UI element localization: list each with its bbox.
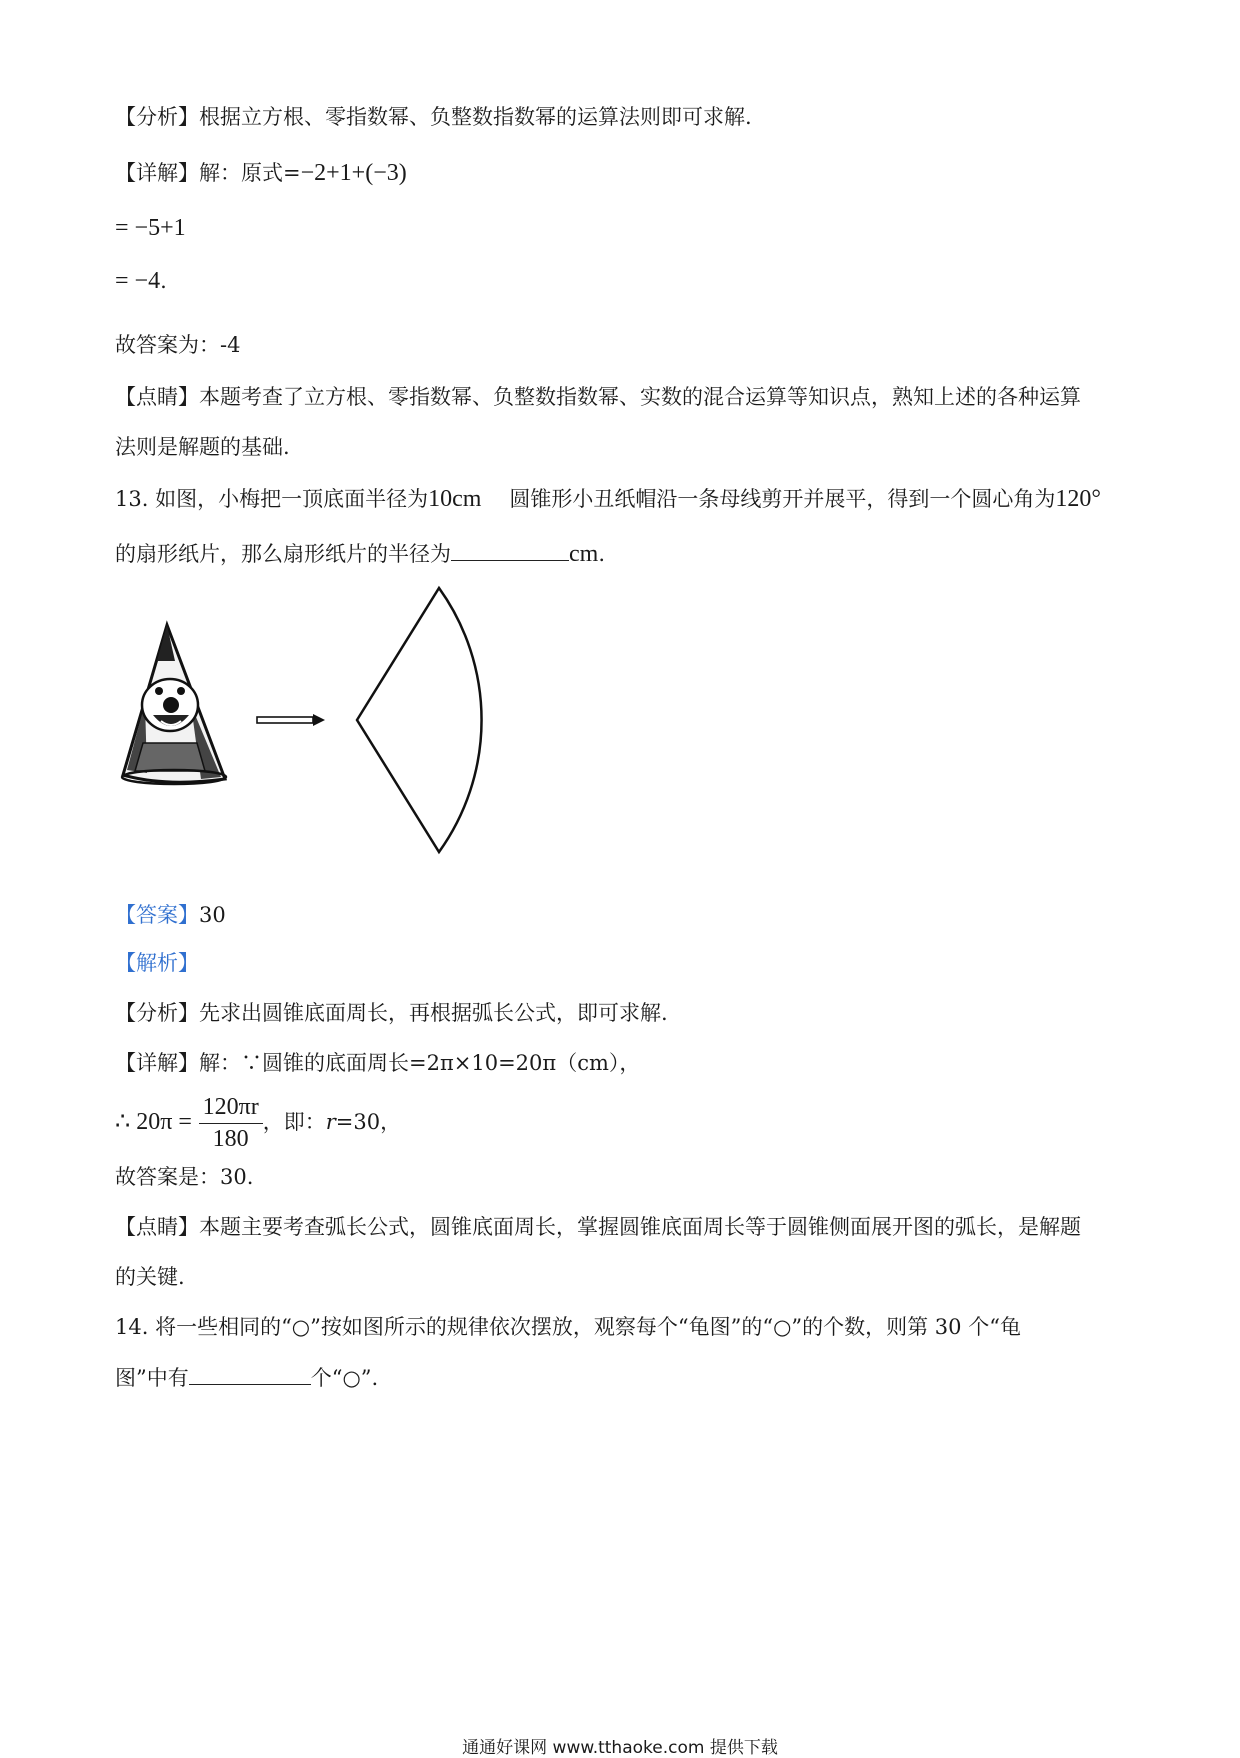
answer-blank[interactable] (451, 538, 569, 561)
q12-analysis: 【分析】根据立方根、零指数幂、负整数指数幂的运算法则即可求解. (115, 105, 752, 129)
q13-analysis: 【分析】先求出圆锥底面周长，再根据弧长公式，即可求解. (115, 1001, 668, 1025)
answer-blank[interactable] (189, 1362, 311, 1385)
clown-hat-icon (122, 625, 226, 784)
page-footer: 通通好课网 www.tthaoke.com 提供下载 (462, 1738, 778, 1758)
q12-comment-line1: 【点睛】本题考查了立方根、零指数幂、负整数指数幂、实数的混合运算等知识点，熟知上述的各种运算 (115, 385, 1081, 409)
q12-detail: 【详解】解：原式=−2+1+(−3) (115, 160, 407, 186)
cone-to-sector-figure (105, 565, 545, 885)
arrow-right-icon (257, 714, 325, 726)
q13-jiexi: 【解析】 (115, 951, 199, 975)
q13-comment-line2: 的关键. (115, 1265, 185, 1289)
q13-equation: ∴ 20π = $\frac{120\pi r}{180}$ ，即：r=30， (115, 1094, 402, 1152)
fraction: $\frac{120\pi r}{180}$ (199, 1094, 263, 1153)
q12-step1: = −5+1 (115, 215, 186, 241)
q13-stem-line1: 13. 如图，小梅把一顶底面半径为10cm 圆锥形小丑纸帽沿一条母线剪开并展平，得到一个圆心角为120° (115, 486, 1102, 512)
q14-stem-line1: 14. 将一些相同的“○”按如图所示的规律依次摆放，观察每个“龟图”的“○”的个数，则第 30 个“龟 (115, 1315, 1021, 1339)
q14-stem-line2: 图”中有 个“○”. (115, 1362, 378, 1393)
q13-stem-line2: 的扇形纸片，那么扇形纸片的半径为 cm. (115, 538, 605, 569)
q13-answer: 【答案】30 (115, 903, 226, 927)
q13-result: 故答案是：30. (115, 1165, 254, 1189)
q13-detail: 【详解】解：∵圆锥的底面周长=2π×10=20π（cm）， (115, 1051, 641, 1075)
q13-comment-line1: 【点睛】本题主要考查弧长公式，圆锥底面周长，掌握圆锥底面周长等于圆锥侧面展开图的弧长，是解题 (115, 1215, 1081, 1239)
q12-comment-line2: 法则是解题的基础. (115, 435, 290, 459)
q12-step2: = −4. (115, 268, 167, 294)
sector-shape (357, 588, 482, 852)
q12-answer: 故答案为：-4 (115, 333, 241, 357)
